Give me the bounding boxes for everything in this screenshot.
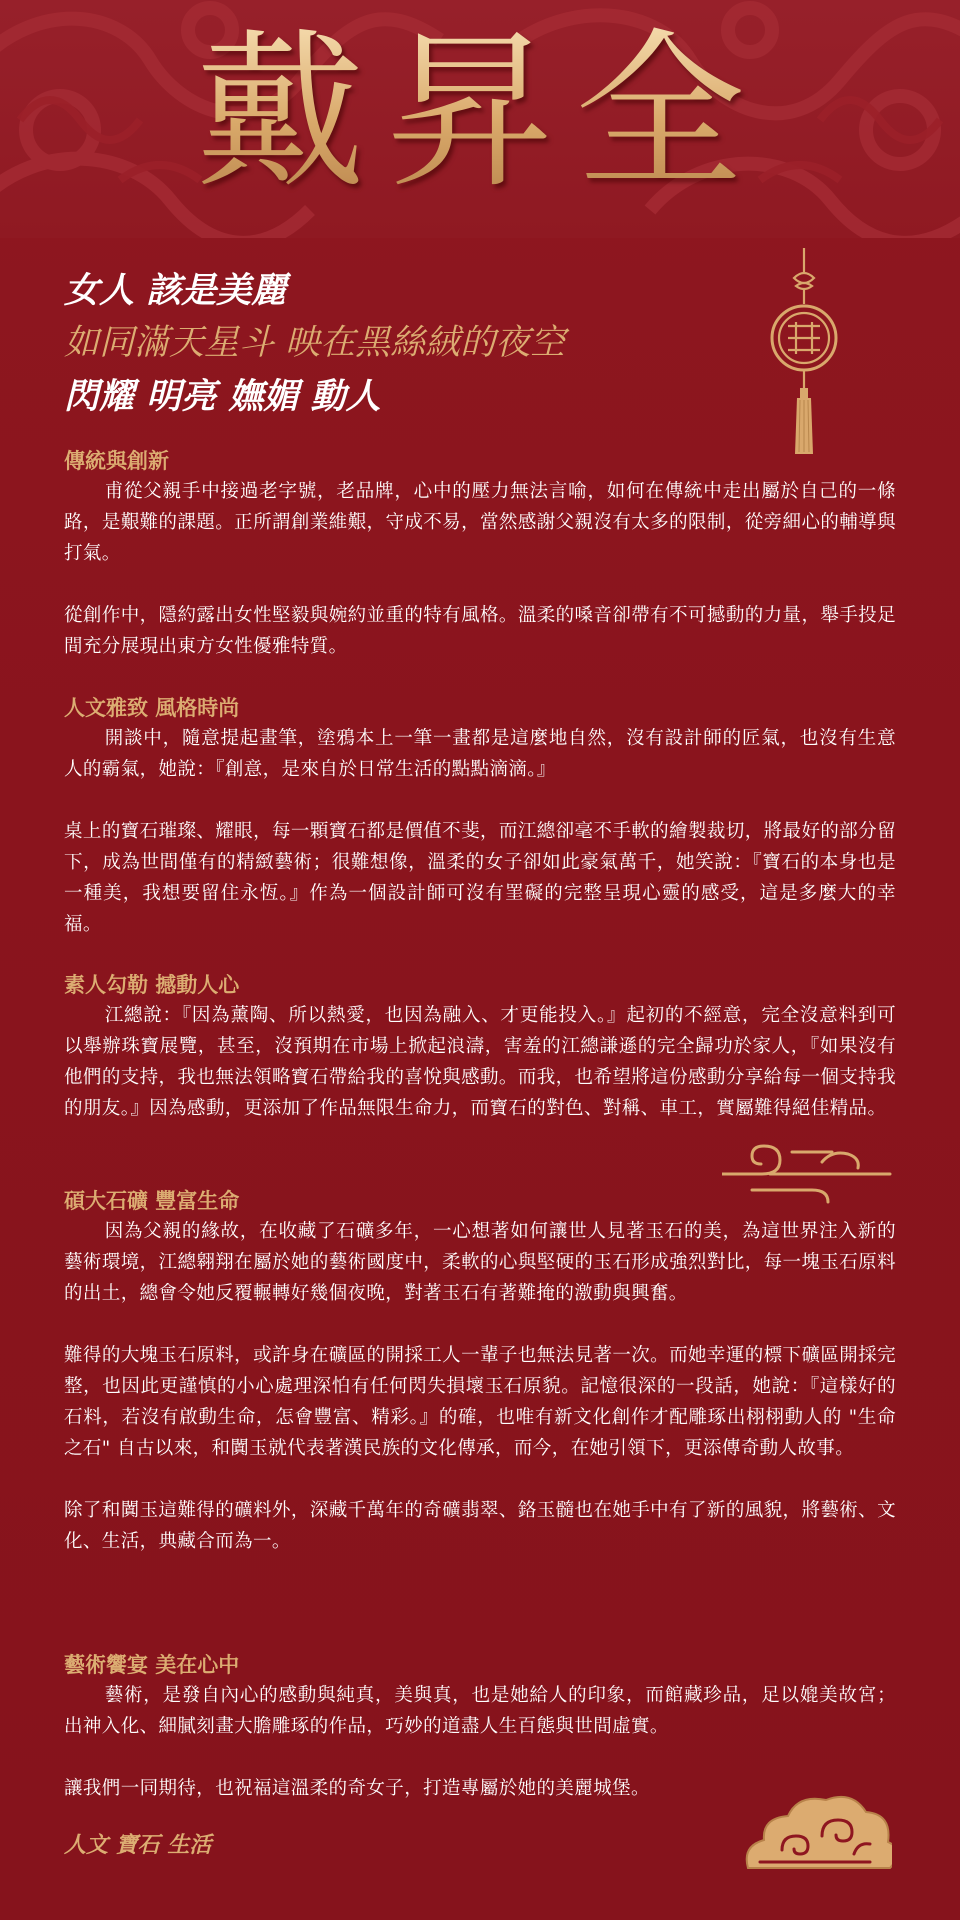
section-title: 素人勾勒 撼動人心 xyxy=(64,972,240,997)
tagline-line-1: 女人 該是美麗 xyxy=(64,270,287,311)
section-title: 人文雅致 風格時尚 xyxy=(64,695,240,720)
paragraph: 開談中，隨意提起畫筆，塗鴉本上一筆一畫都是這麼地自然，沒有設計師的匠氣，也沒有生意人的霸氣，她說：『創意，是來自於日常生活的點點滴滴。』 xyxy=(64,728,896,780)
section-title: 藝術饗宴 美在心中 xyxy=(64,1652,240,1677)
paragraph: 讓我們一同期待，也祝福這溫柔的奇女子，打造專屬於她的美麗城堡。 xyxy=(64,1778,650,1799)
section-title: 碩大石礦 豐富生命 xyxy=(64,1188,240,1213)
section-artisan-touch xyxy=(64,970,896,1124)
section-giant-ore xyxy=(64,1186,896,1557)
header-banner xyxy=(0,0,960,238)
section-title: 傳統與創新 xyxy=(64,448,169,473)
paragraph: 藝術，是發自內心的感動與純真，美與真，也是她給人的印象，而館藏珍品，足以媲美故宮；出神入化、細膩刻畫大膽雕琢的作品，巧妙的道盡人生百態與世間虛實。 xyxy=(64,1685,896,1737)
section-art-feast xyxy=(64,1650,896,1804)
paragraph: 因為父親的緣故，在收藏了石礦多年，一心想著如何讓世人見著玉石的美，為這世界注入新的藝術環境，江總翱翔在屬於她的藝術國度中，柔軟的心與堅硬的玉石形成強烈對比，每一塊玉石原料的出土，總會令她反覆輾轉好幾個夜晚，對著玉石有著難掩的激動與興奮。 xyxy=(64,1221,896,1304)
section-tradition-innovation xyxy=(64,446,896,662)
chinese-knot-icon xyxy=(762,248,846,454)
paragraph: 從創作中，隱約露出女性堅毅與婉約並重的特有風格。溫柔的嗓音卻帶有不可撼動的力量，舉手投足間充分展現出東方女性優雅特質。 xyxy=(64,605,896,657)
paragraph: 江總說：『因為薰陶、所以熱愛，也因為融入、才更能投入。』起初的不經意，完全沒意料到可以舉辦珠寶展覽，甚至，沒預期在市場上掀起浪濤，害羞的江總謙遜的完全歸功於家人，『如果沒有他們的支持，我也無法領略寶石帶給我的喜悅與感動。而我，也希望將這份感動分享給每一個支持我的朋友。』因為感動，更添加了作品無限生命力，而寶石的對色、對稱、車工，實屬難得絕佳精品。 xyxy=(64,1005,896,1119)
paragraph: 桌上的寶石璀璨、耀眼，每一顆寶石都是價值不斐，而江總卻毫不手軟的繪製裁切，將最好的部分留下，成為世間僅有的精緻藝術；很難想像，溫柔的女子卻如此豪氣萬千，她笑說：『寶石的本身也是一種美，我想要留住永恆。』作為一個設計師可沒有罣礙的完整呈現心靈的感受，這是多麼大的幸福。 xyxy=(64,821,896,935)
paragraph: 除了和闐玉這難得的礦料外，深藏千萬年的奇礦翡翠、鉻玉髓也在她手中有了新的風貌，將藝術、文化、生活，典藏合而為一。 xyxy=(64,1500,896,1552)
section-humanities-style xyxy=(64,693,896,940)
paragraph: 難得的大塊玉石原料，或許身在礦區的開採工人一輩子也無法見著一次。而她幸運的標下礦區開採完整，也因此更謹慎的小心處理深怕有任何閃失損壞玉石原貌。記憶很深的一段話，她說：『這樣好的石料，若沒有啟動生命，怎會豐富、精彩。』的確，也唯有新文化創作才配雕琢出栩栩動人的 "生命之石" 自古以來，和闐玉就代表著漢民族的文化傳承，而今，在她引領下，更添傳奇動人故事。 xyxy=(64,1345,896,1459)
paragraph: 甫從父親手中接過老字號，老品牌，心中的壓力無法言喻，如何在傳統中走出屬於自己的一條路，是艱難的課題。正所謂創業維艱，守成不易，當然感謝父親沒有太多的限制，從旁細心的輔導與打氣。 xyxy=(64,481,896,564)
brand-logo: 戴昇全 xyxy=(0,18,960,208)
auspicious-cloud-icon xyxy=(742,1792,892,1878)
footer-signature: 人文 寶石 生活 xyxy=(64,1832,212,1858)
tagline-line-2: 如同滿天星斗 映在黑絲絨的夜空 xyxy=(64,323,566,363)
tagline-line-3: 閃耀 明亮 嫵媚 動人 xyxy=(64,376,381,417)
